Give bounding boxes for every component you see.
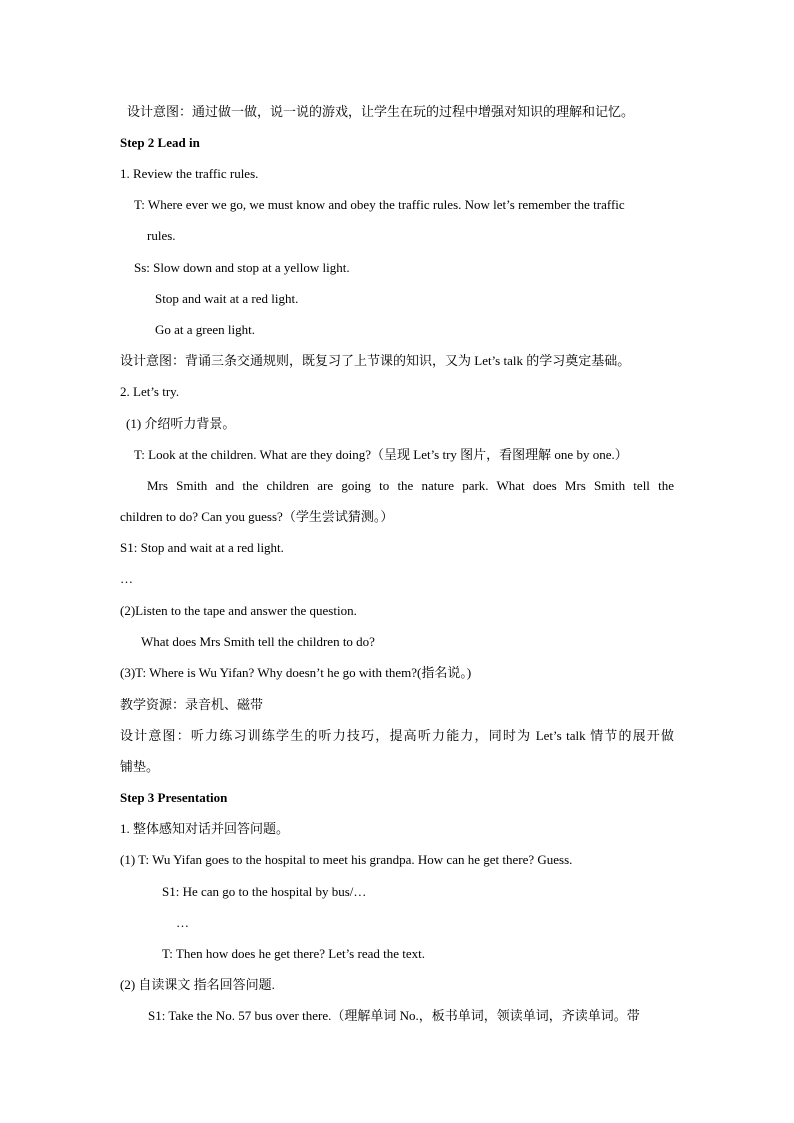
- listening-question: What does Mrs Smith tell the children to do?: [141, 634, 375, 649]
- nature-park-question-line-1: Mrs Smith and the children are going to the nature park. What does Mrs Smith tell the: [147, 478, 674, 493]
- student1-red-light: S1: Stop and wait at a red light.: [120, 540, 284, 555]
- wu-yifan-question: (3)T: Where is Wu Yifan? Why doesn’t he go with them?(指名说。): [120, 665, 472, 680]
- students-rule-yellow: Ss: Slow down and stop at a yellow light.: [134, 260, 350, 275]
- design-intent-2: 设计意图：背诵三条交通规则，既复习了上节课的知识，又为 Let’s talk 的学习奠定基础。: [120, 353, 631, 368]
- teacher-read-text: T: Then how does he get there? Let’s read the text.: [162, 946, 425, 961]
- student1-no57-bus: S1: Take the No. 57 bus over there.（理解单词 No.，板书单词，领读单词，齐读单词。带: [148, 1008, 640, 1023]
- overall-perception: 1. 整体感知对话并回答问题。: [120, 821, 290, 836]
- step3-heading: Step 3 Presentation: [120, 790, 228, 805]
- teacher-traffic-rules-line-2: rules.: [147, 228, 176, 243]
- teaching-resources: 教学资源：录音机、磁带: [120, 697, 264, 712]
- student1-by-bus: S1: He can go to the hospital by bus/…: [162, 884, 367, 899]
- review-traffic-rules: 1. Review the traffic rules.: [120, 166, 259, 181]
- teacher-traffic-rules-line-1: T: Where ever we go, we must know and obey the traffic rules. Now let’s remember the traffic: [134, 197, 625, 212]
- hospital-question: (1) T: Wu Yifan goes to the hospital to meet his grandpa. How can he get there? Guess.: [120, 852, 573, 867]
- students-rule-green: Go at a green light.: [155, 322, 255, 337]
- listen-tape: (2)Listen to the tape and answer the question.: [120, 603, 357, 618]
- design-intent-3-line-2: 铺垫。: [120, 759, 160, 774]
- lets-try-heading: 2. Let’s try.: [120, 384, 180, 399]
- nature-park-question-line-2: children to do? Can you guess?（学生尝试猜测。）: [120, 509, 394, 524]
- listening-background: (1) 介绍听力背景。: [126, 416, 236, 431]
- students-rule-red: Stop and wait at a red light.: [155, 291, 299, 306]
- self-read-answer: (2) 自读课文 指名回答问题.: [120, 977, 275, 992]
- ellipsis-1: …: [120, 571, 133, 586]
- design-intent-1: 设计意图：通过做一做，说一说的游戏，让学生在玩的过程中增强对知识的理解和记忆。: [127, 104, 635, 119]
- design-intent-3-line-1: 设计意图：听力练习训练学生的听力技巧，提高听力能力，同时为 Let’s talk 情节的展开做: [120, 728, 674, 743]
- teacher-look-children: T: Look at the children. What are they doing?（呈现 Let’s try 图片，看图理解 one by one.）: [134, 447, 628, 462]
- step2-heading: Step 2 Lead in: [120, 135, 200, 150]
- ellipsis-2: …: [176, 915, 189, 930]
